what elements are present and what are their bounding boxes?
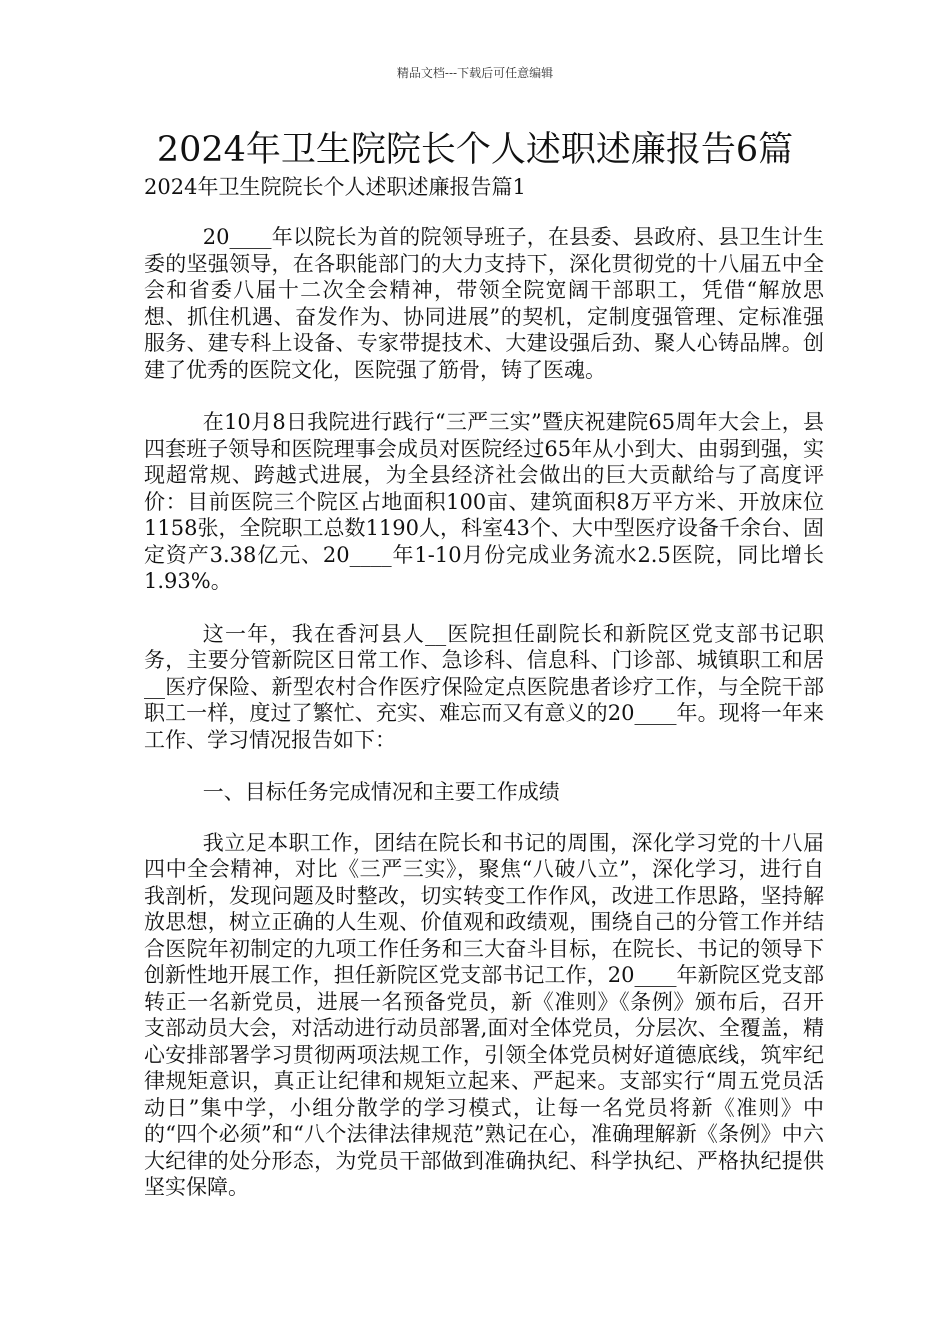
paragraph-1: 20____年以院长为首的院领导班子，在县委、县政府、县卫生计生委的坚强领导，在各职能部门的大力支持下，深化贯彻党的十八届五中全会和省委八届十二次全会精神，带领全院宽阔干部职工，凭借“解放思想、抓住机遇、奋发作为、协同进展”的契机，定制度强管理、定标准强服务、建专科上设备、专家带提技术、大建设强后劲、聚人心铸品牌。创建了优秀的医院文化，医院强了筋骨，铸了医魂。 <box>144 225 824 382</box>
paragraph-3: 这一年，我在香河县人__医院担任副院长和新院区党支部书记职务，主要分管新院区日常工作、急诊科、信息科、门诊部、城镇职工和居__医疗保险、新型农村合作医疗保险定点医院患者诊疗工作，与全院干部职工一样，度过了繁忙、充实、难忘而又有意义的20____年。现将一年来工作、学习情况报告如下： <box>144 621 824 752</box>
document-title: 2024年卫生院院长个人述职述廉报告6篇 <box>156 130 794 170</box>
header-note: 精品文档---下载后可任意编辑 <box>396 66 554 80</box>
document-subtitle: 2024年卫生院院长个人述职述廉报告篇1 <box>144 175 526 199</box>
paragraph-2: 在10月8日我院进行践行“三严三实”暨庆祝建院65周年大会上，县四套班子领导和医院理事会成员对医院经过65年从小到大、由弱到强，实现超常规、跨越式进展，为全县经济社会做出的巨大贡献给与了高度评价：目前医院三个院区占地面积100亩、建筑面积8万平方米、开放床位1158张，全院职工总数1190人，科室43个、大中型医疗设备千余台、固定资产3.38亿元、20____年1-10月份完成业务流水2.5医院，同比增长1.93%。 <box>144 410 824 593</box>
document-body <box>144 224 824 1227</box>
section-heading: 一、目标任务完成情况和主要工作成绩 <box>202 780 560 804</box>
paragraph-4: 我立足本职工作，团结在院长和书记的周围，深化学习党的十八届四中全会精神，对比《三严三实》，聚焦“八破八立”，深化学习，进行自我剖析，发现问题及时整改，切实转变工作作风，改进工作思路，坚持解放思想，树立正确的人生观、价值观和政绩观，围绕自己的分管工作并结合医院年初制定的九项工作任务和三大奋斗目标，在院长、书记的领导下创新性地开展工作，担任新院区党支部书记工作，20____年新院区党支部转正一名新党员，进展一名预备党员，新《准则》《条例》颁布后，召开支部动员大会，对活动进行动员部署,面对全体党员，分层次、全覆盖，精心安排部署学习贯彻两项法规工作，引领全体党员树好道德底线，筑牢纪律规矩意识，真正让纪律和规矩立起来、严起来。支部实行“周五党员活动日”集中学，小组分散学的学习模式，让每一名党员将新《准则》中的“四个必须”和“八个法律法律规范”熟记在心，准确理解新《条例》中六大纪律的处分形态，为党员干部做到准确执纪、科学执纪、严格执纪提供坚实保障。 <box>144 830 824 1199</box>
